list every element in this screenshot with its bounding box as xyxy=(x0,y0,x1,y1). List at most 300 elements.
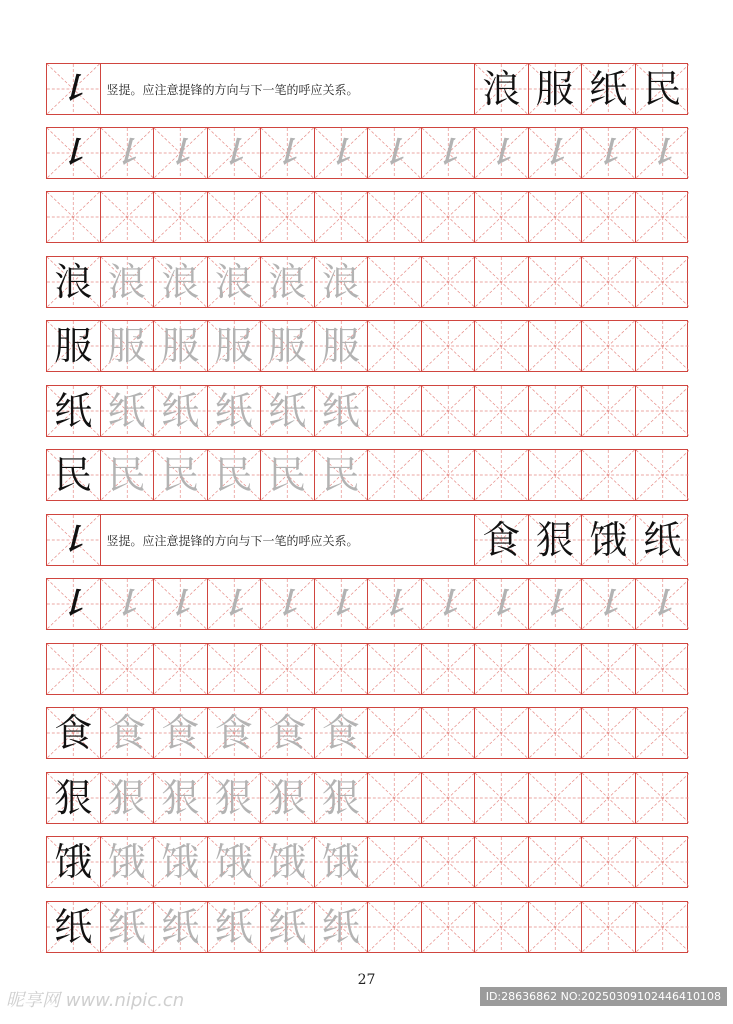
grid-cell[interactable] xyxy=(101,902,155,952)
trace-character: ㇙ xyxy=(377,584,412,624)
grid-cell[interactable] xyxy=(582,579,636,629)
tianzige-guides xyxy=(529,257,582,307)
grid-cell[interactable] xyxy=(636,644,690,694)
tianzige-guides xyxy=(582,902,635,952)
blank-practice-row xyxy=(46,191,688,243)
tianzige-guides xyxy=(422,192,475,242)
grid-cell[interactable] xyxy=(475,579,529,629)
grid-cell[interactable] xyxy=(154,773,208,823)
grid-cell[interactable] xyxy=(208,192,262,242)
grid-cell[interactable] xyxy=(582,386,636,436)
character-practice-row xyxy=(46,449,688,501)
grid-cell[interactable] xyxy=(208,773,262,823)
grid-cell[interactable] xyxy=(154,837,208,887)
trace-character: ㇙ xyxy=(109,584,144,624)
tianzige-guides xyxy=(315,644,368,694)
grid-cell[interactable] xyxy=(529,257,583,307)
tianzige-guides xyxy=(368,386,421,436)
grid-cell[interactable] xyxy=(529,64,583,114)
grid-cell[interactable] xyxy=(529,644,583,694)
grid-cell[interactable] xyxy=(208,386,262,436)
grid-cell[interactable] xyxy=(208,579,262,629)
grid-cell[interactable] xyxy=(636,257,690,307)
grid-cell[interactable] xyxy=(261,579,315,629)
tianzige-guides xyxy=(582,192,635,242)
tianzige-guides xyxy=(582,321,635,371)
trace-character: 浪 xyxy=(107,260,146,304)
tianzige-guides xyxy=(475,450,528,500)
grid-cell[interactable] xyxy=(101,644,155,694)
grid-cell[interactable] xyxy=(636,64,690,114)
trace-character: ㇙ xyxy=(484,584,519,624)
grid-cell[interactable] xyxy=(582,321,636,371)
grid-cell[interactable] xyxy=(582,64,636,114)
grid-cell[interactable] xyxy=(101,708,155,758)
grid-cell[interactable] xyxy=(315,386,369,436)
tianzige-guides xyxy=(101,192,154,242)
tianzige-guides xyxy=(636,708,690,758)
grid-cell[interactable] xyxy=(422,386,476,436)
tianzige-guides xyxy=(315,192,368,242)
tianzige-guides xyxy=(475,257,528,307)
grid-cell[interactable] xyxy=(529,192,583,242)
tianzige-guides xyxy=(636,386,690,436)
trace-character: 纸 xyxy=(161,389,200,433)
grid-cell[interactable] xyxy=(368,579,422,629)
grid-cell[interactable] xyxy=(368,192,422,242)
grid-cell[interactable] xyxy=(101,321,155,371)
grid-cell[interactable] xyxy=(315,837,369,887)
trace-character: 浪 xyxy=(214,260,253,304)
tianzige-guides xyxy=(368,708,421,758)
grid-cell[interactable] xyxy=(368,450,422,500)
grid-cell[interactable] xyxy=(422,773,476,823)
tianzige-guides xyxy=(529,450,582,500)
tianzige-guides xyxy=(368,450,421,500)
grid-cell[interactable] xyxy=(529,515,583,565)
grid-cell[interactable] xyxy=(529,579,583,629)
tianzige-guides xyxy=(368,257,421,307)
grid-cell[interactable] xyxy=(315,321,369,371)
trace-character: 食 xyxy=(268,711,307,755)
grid-cell[interactable] xyxy=(636,515,690,565)
grid-cell[interactable] xyxy=(529,321,583,371)
grid-cell[interactable] xyxy=(368,837,422,887)
grid-cell[interactable] xyxy=(208,708,262,758)
grid-cell[interactable] xyxy=(261,192,315,242)
grid-cell[interactable] xyxy=(47,128,101,178)
grid-cell[interactable] xyxy=(529,386,583,436)
grid-cell[interactable] xyxy=(582,515,636,565)
grid-cell[interactable] xyxy=(529,773,583,823)
tianzige-guides xyxy=(368,902,421,952)
grid-cell[interactable] xyxy=(315,192,369,242)
trace-character: ㇙ xyxy=(484,133,519,173)
trace-character: 狠 xyxy=(321,776,360,820)
tianzige-guides xyxy=(475,644,528,694)
grid-cell[interactable] xyxy=(315,902,369,952)
grid-cell[interactable] xyxy=(475,708,529,758)
grid-cell[interactable] xyxy=(154,708,208,758)
trace-character: ㇙ xyxy=(537,133,572,173)
grid-cell[interactable] xyxy=(208,644,262,694)
trace-character: 服 xyxy=(107,324,146,368)
trace-character: 服 xyxy=(321,324,360,368)
grid-cell[interactable] xyxy=(101,837,155,887)
trace-character: 民 xyxy=(321,453,360,497)
grid-cell[interactable] xyxy=(101,192,155,242)
grid-cell[interactable] xyxy=(475,386,529,436)
grid-cell[interactable] xyxy=(636,321,690,371)
trace-character: ㇙ xyxy=(323,133,358,173)
tianzige-guides xyxy=(636,644,690,694)
grid-cell[interactable] xyxy=(529,837,583,887)
model-character: ㇙ xyxy=(56,520,91,560)
grid-cell[interactable] xyxy=(315,579,369,629)
grid-cell[interactable] xyxy=(315,708,369,758)
grid-cell[interactable] xyxy=(582,644,636,694)
grid-cell[interactable] xyxy=(101,257,155,307)
grid-cell[interactable] xyxy=(47,644,101,694)
trace-character: 纸 xyxy=(268,389,307,433)
trace-character: ㇙ xyxy=(377,133,412,173)
trace-character: 服 xyxy=(161,324,200,368)
grid-cell[interactable] xyxy=(154,386,208,436)
grid-cell[interactable] xyxy=(315,644,369,694)
trace-character: ㇙ xyxy=(645,133,680,173)
grid-cell[interactable] xyxy=(47,321,101,371)
tianzige-guides xyxy=(582,450,635,500)
trace-character: 饿 xyxy=(321,840,360,884)
grid-cell[interactable] xyxy=(47,708,101,758)
trace-character: 浪 xyxy=(161,260,200,304)
model-character: 纸 xyxy=(643,518,682,562)
grid-cell[interactable] xyxy=(261,644,315,694)
grid-cell[interactable] xyxy=(154,128,208,178)
trace-character: 纸 xyxy=(107,389,146,433)
grid-cell[interactable] xyxy=(101,128,155,178)
grid-cell[interactable] xyxy=(636,902,690,952)
header-row xyxy=(46,63,688,115)
grid-cell[interactable] xyxy=(582,837,636,887)
trace-character: 纸 xyxy=(107,905,146,949)
trace-character: 纸 xyxy=(214,905,253,949)
grid-cell[interactable] xyxy=(368,128,422,178)
tianzige-guides xyxy=(422,644,475,694)
grid-cell[interactable] xyxy=(315,773,369,823)
grid-cell[interactable] xyxy=(101,386,155,436)
grid-cell[interactable] xyxy=(315,128,369,178)
tianzige-guides xyxy=(208,192,261,242)
grid-cell[interactable] xyxy=(261,321,315,371)
grid-cell[interactable] xyxy=(475,644,529,694)
grid-cell[interactable] xyxy=(422,902,476,952)
tianzige-guides xyxy=(422,837,475,887)
grid-cell[interactable] xyxy=(529,450,583,500)
tianzige-guides xyxy=(636,257,690,307)
tianzige-guides xyxy=(636,321,690,371)
tianzige-guides xyxy=(475,192,528,242)
grid-cell[interactable] xyxy=(636,192,690,242)
tianzige-guides xyxy=(529,708,582,758)
tianzige-guides xyxy=(261,192,314,242)
grid-cell[interactable] xyxy=(582,450,636,500)
grid-cell[interactable] xyxy=(47,257,101,307)
tianzige-guides xyxy=(529,902,582,952)
grid-cell[interactable] xyxy=(47,837,101,887)
tianzige-guides xyxy=(422,257,475,307)
tianzige-guides xyxy=(636,837,690,887)
model-character: 食 xyxy=(54,711,93,755)
model-character: 浪 xyxy=(482,67,521,111)
model-character: 纸 xyxy=(54,905,93,949)
trace-character: ㇙ xyxy=(270,584,305,624)
grid-cell[interactable] xyxy=(368,902,422,952)
grid-cell[interactable] xyxy=(582,257,636,307)
grid-cell[interactable] xyxy=(154,902,208,952)
character-practice-row xyxy=(46,385,688,437)
grid-cell[interactable] xyxy=(529,128,583,178)
tianzige-guides xyxy=(154,192,207,242)
grid-cell[interactable] xyxy=(422,837,476,887)
grid-cell[interactable] xyxy=(475,64,529,114)
trace-character: 饿 xyxy=(161,840,200,884)
grid-cell[interactable] xyxy=(422,128,476,178)
trace-character: 饿 xyxy=(214,840,253,884)
trace-character: ㇙ xyxy=(430,133,465,173)
trace-character: ㇙ xyxy=(109,133,144,173)
grid-cell[interactable] xyxy=(47,64,101,114)
trace-character: ㇙ xyxy=(163,133,198,173)
grid-cell[interactable] xyxy=(636,579,690,629)
trace-character: 饿 xyxy=(107,840,146,884)
grid-cell[interactable] xyxy=(208,321,262,371)
grid-cell[interactable] xyxy=(475,837,529,887)
trace-character: 民 xyxy=(268,453,307,497)
grid-cell[interactable] xyxy=(261,902,315,952)
tianzige-guides xyxy=(475,708,528,758)
grid-cell[interactable] xyxy=(422,321,476,371)
trace-character: ㇙ xyxy=(216,584,251,624)
model-character: 狠 xyxy=(535,518,574,562)
grid-cell[interactable] xyxy=(47,773,101,823)
tianzige-guides xyxy=(582,708,635,758)
tianzige-guides xyxy=(368,644,421,694)
tianzige-guides xyxy=(582,644,635,694)
model-character: 服 xyxy=(535,67,574,111)
tianzige-guides xyxy=(422,773,475,823)
trace-character: 纸 xyxy=(321,389,360,433)
grid-cell[interactable] xyxy=(368,257,422,307)
grid-cell[interactable] xyxy=(47,902,101,952)
tianzige-guides xyxy=(368,837,421,887)
tianzige-guides xyxy=(475,386,528,436)
grid-cell[interactable] xyxy=(475,773,529,823)
trace-character: 狠 xyxy=(268,776,307,820)
grid-cell[interactable] xyxy=(422,192,476,242)
grid-cell[interactable] xyxy=(475,450,529,500)
tianzige-guides xyxy=(475,837,528,887)
tianzige-guides xyxy=(582,386,635,436)
grid-cell[interactable] xyxy=(582,902,636,952)
grid-cell[interactable] xyxy=(422,257,476,307)
grid-cell[interactable] xyxy=(315,257,369,307)
grid-cell[interactable] xyxy=(261,450,315,500)
trace-character: 纸 xyxy=(268,905,307,949)
grid-cell[interactable] xyxy=(368,773,422,823)
grid-cell[interactable] xyxy=(101,450,155,500)
grid-cell[interactable] xyxy=(368,386,422,436)
grid-cell[interactable] xyxy=(261,386,315,436)
tianzige-guides xyxy=(529,644,582,694)
model-character: 狠 xyxy=(54,776,93,820)
trace-character: 浪 xyxy=(268,260,307,304)
tianzige-guides xyxy=(582,837,635,887)
model-character: 浪 xyxy=(54,260,93,304)
model-character: 饿 xyxy=(54,840,93,884)
stroke-instruction: 竖提。应注意提锋的方向与下一笔的呼应关系。 xyxy=(101,64,476,114)
tianzige-guides xyxy=(529,192,582,242)
grid-cell[interactable] xyxy=(636,708,690,758)
grid-cell[interactable] xyxy=(261,128,315,178)
tianzige-guides xyxy=(368,192,421,242)
grid-cell[interactable] xyxy=(475,902,529,952)
grid-cell[interactable] xyxy=(47,192,101,242)
tianzige-guides xyxy=(422,321,475,371)
grid-cell[interactable] xyxy=(582,128,636,178)
grid-cell[interactable] xyxy=(422,450,476,500)
trace-character: 服 xyxy=(214,324,253,368)
tianzige-guides xyxy=(529,386,582,436)
grid-cell[interactable] xyxy=(47,579,101,629)
tianzige-guides xyxy=(422,708,475,758)
tianzige-guides xyxy=(636,450,690,500)
grid-cell[interactable] xyxy=(101,773,155,823)
tianzige-guides xyxy=(475,321,528,371)
character-practice-row xyxy=(46,256,688,308)
trace-character: 浪 xyxy=(321,260,360,304)
trace-character: 纸 xyxy=(214,389,253,433)
grid-cell[interactable] xyxy=(154,257,208,307)
grid-cell[interactable] xyxy=(208,902,262,952)
trace-character: 狠 xyxy=(214,776,253,820)
model-character: ㇙ xyxy=(56,584,91,624)
model-character: 民 xyxy=(643,67,682,111)
watermark-id: ID:28636862 NO:20250309102446410108 xyxy=(480,987,727,1006)
tianzige-guides xyxy=(47,644,100,694)
grid-cell[interactable] xyxy=(101,579,155,629)
grid-cell[interactable] xyxy=(529,902,583,952)
grid-cell[interactable] xyxy=(208,257,262,307)
tianzige-guides xyxy=(475,902,528,952)
grid-cell[interactable] xyxy=(154,192,208,242)
trace-character: 民 xyxy=(107,453,146,497)
trace-character: 纸 xyxy=(321,905,360,949)
trace-character: ㇙ xyxy=(645,584,680,624)
tianzige-guides xyxy=(154,644,207,694)
model-character: 民 xyxy=(54,453,93,497)
trace-character: 民 xyxy=(214,453,253,497)
grid-cell[interactable] xyxy=(636,837,690,887)
grid-cell[interactable] xyxy=(475,321,529,371)
grid-cell[interactable] xyxy=(422,644,476,694)
grid-cell[interactable] xyxy=(529,708,583,758)
grid-cell[interactable] xyxy=(208,837,262,887)
grid-cell[interactable] xyxy=(368,321,422,371)
tianzige-guides xyxy=(582,773,635,823)
trace-character: ㇙ xyxy=(216,133,251,173)
trace-character: 食 xyxy=(214,711,253,755)
grid-cell[interactable] xyxy=(315,450,369,500)
grid-cell[interactable] xyxy=(636,128,690,178)
grid-cell[interactable] xyxy=(47,386,101,436)
tianzige-guides xyxy=(368,773,421,823)
character-practice-row xyxy=(46,707,688,759)
grid-cell[interactable] xyxy=(261,708,315,758)
tianzige-guides xyxy=(529,773,582,823)
trace-character: 食 xyxy=(107,711,146,755)
character-practice-row xyxy=(46,772,688,824)
character-practice-row xyxy=(46,836,688,888)
grid-cell[interactable] xyxy=(208,450,262,500)
grid-cell[interactable] xyxy=(422,579,476,629)
trace-character: 狠 xyxy=(161,776,200,820)
grid-cell[interactable] xyxy=(368,708,422,758)
grid-cell[interactable] xyxy=(636,773,690,823)
stroke-practice-row xyxy=(46,578,688,630)
character-practice-row xyxy=(46,901,688,953)
grid-cell[interactable] xyxy=(475,128,529,178)
tianzige-guides xyxy=(636,902,690,952)
grid-cell[interactable] xyxy=(582,192,636,242)
grid-cell[interactable] xyxy=(368,644,422,694)
trace-character: 纸 xyxy=(161,905,200,949)
grid-cell[interactable] xyxy=(47,515,101,565)
grid-cell[interactable] xyxy=(208,128,262,178)
grid-cell[interactable] xyxy=(475,257,529,307)
trace-character: 饿 xyxy=(268,840,307,884)
grid-cell[interactable] xyxy=(154,579,208,629)
trace-character: 服 xyxy=(268,324,307,368)
tianzige-guides xyxy=(636,192,690,242)
grid-cell[interactable] xyxy=(154,450,208,500)
tianzige-guides xyxy=(636,773,690,823)
tianzige-guides xyxy=(101,644,154,694)
model-character: 服 xyxy=(54,324,93,368)
grid-cell[interactable] xyxy=(422,708,476,758)
grid-cell[interactable] xyxy=(261,773,315,823)
model-character: 纸 xyxy=(54,389,93,433)
grid-cell[interactable] xyxy=(154,321,208,371)
grid-cell[interactable] xyxy=(154,644,208,694)
trace-character: 民 xyxy=(161,453,200,497)
trace-character: ㇙ xyxy=(591,584,626,624)
grid-cell[interactable] xyxy=(636,450,690,500)
grid-cell[interactable] xyxy=(47,450,101,500)
character-practice-row xyxy=(46,320,688,372)
grid-cell[interactable] xyxy=(636,386,690,436)
grid-cell[interactable] xyxy=(582,773,636,823)
model-character: 纸 xyxy=(589,67,628,111)
grid-cell[interactable] xyxy=(475,515,529,565)
grid-cell[interactable] xyxy=(582,708,636,758)
grid-cell[interactable] xyxy=(475,192,529,242)
trace-character: ㇙ xyxy=(323,584,358,624)
grid-cell[interactable] xyxy=(261,837,315,887)
header-row xyxy=(46,514,688,566)
grid-cell[interactable] xyxy=(261,257,315,307)
trace-character: 食 xyxy=(161,711,200,755)
